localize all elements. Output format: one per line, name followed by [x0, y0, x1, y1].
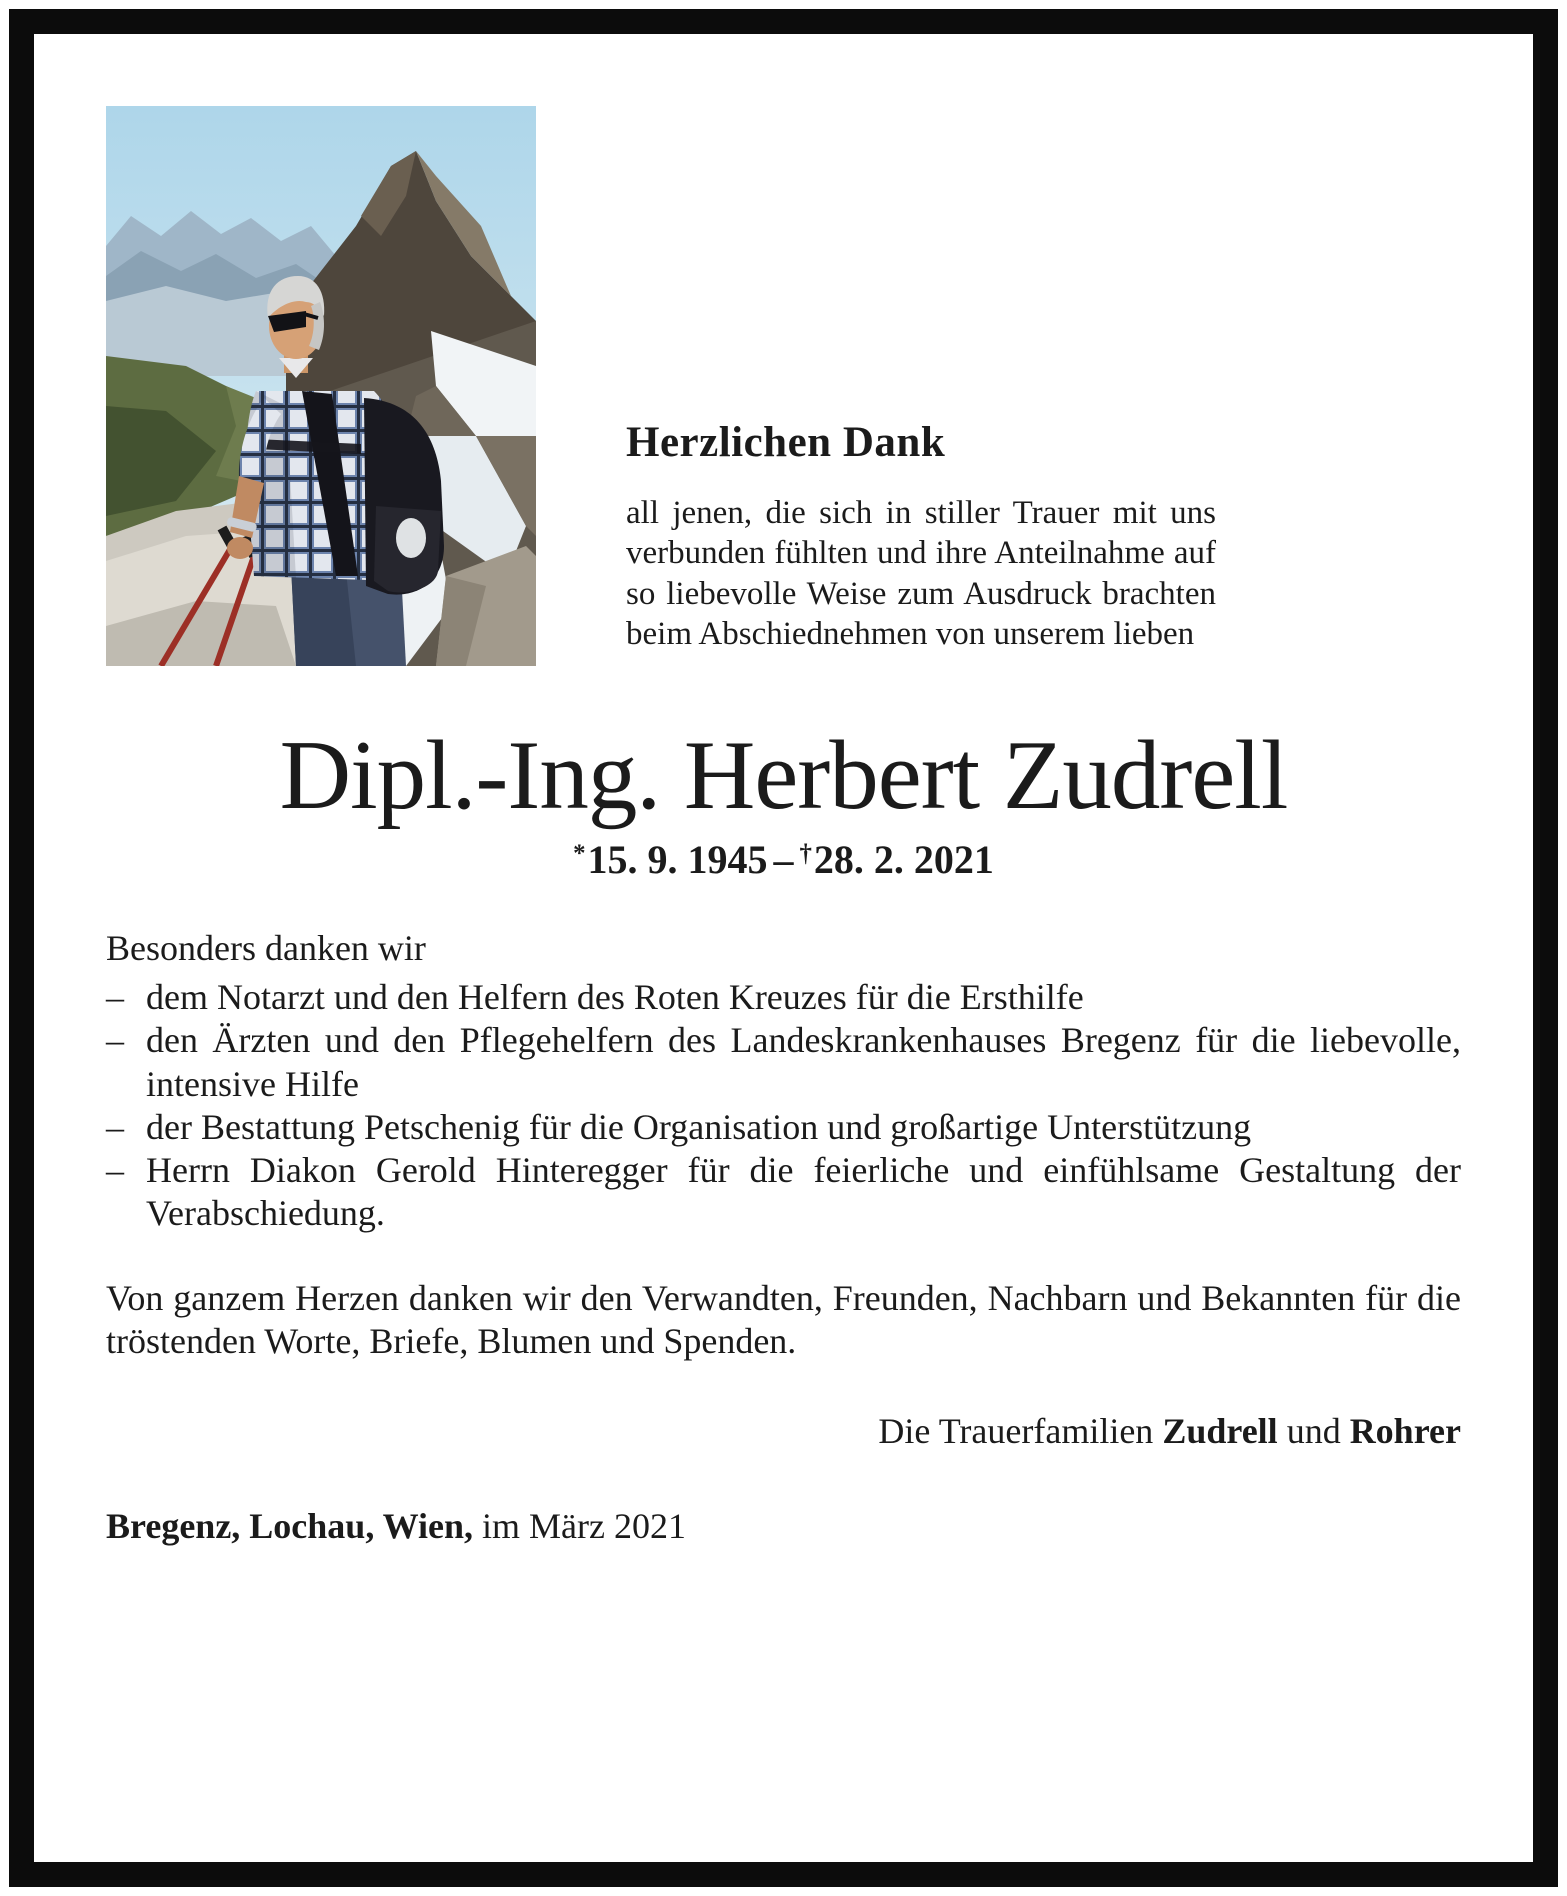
bottle [396, 518, 426, 558]
thanks-list [106, 976, 1461, 1235]
mountain-scene-illustration [106, 106, 536, 666]
thanks-list-item [106, 976, 1461, 1019]
thanks-item-text: dem Notarzt und den Helfern des Roten Kreuzes für die Ersthilfe [146, 977, 1084, 1018]
thanks-item-text: den Ärzten und den Pflegehelfern des Landeskrankenhauses Bregenz für die liebevolle, intensive Hilfe [146, 1020, 1461, 1104]
hand [227, 537, 253, 559]
acknowledgement-block [626, 106, 1216, 654]
family-name-zudrell: Zudrell [1162, 1410, 1278, 1451]
obituary-card [9, 9, 1558, 1887]
signature-line [106, 1410, 1461, 1453]
family-name-rohrer: Rohrer [1349, 1410, 1461, 1451]
memorial-photo [106, 106, 536, 666]
death-symbol: † [799, 839, 812, 867]
footer-places: Bregenz, Lochau, Wien, [106, 1505, 474, 1546]
card-content [34, 34, 1533, 1548]
acknowledgement-intro: all jenen, die sich in stiller Trauer mit uns verbunden fühlten und ihre Anteilnahme auf so liebevolle Weise zum Ausdruck brachten beim Abschiednehmen von unserem lieben [626, 495, 1216, 652]
thanks-item-text: der Bestattung Petschenig für die Organisation und großartige Unterstützung [146, 1106, 1252, 1147]
thanks-lead: Besonders danken wir [106, 927, 426, 968]
list-dash: – [106, 1106, 124, 1147]
deceased-name: Dipl.-Ing. Herbert Zudrell [279, 721, 1288, 830]
birth-symbol: * [573, 839, 586, 867]
thanks-list-item [106, 1149, 1461, 1235]
top-section [106, 106, 1461, 666]
list-dash: – [106, 1020, 124, 1061]
life-dates [106, 836, 1461, 883]
footer-date: im März 2021 [482, 1505, 686, 1546]
thanks-list-item [106, 1019, 1461, 1105]
footer-line [106, 1505, 1461, 1548]
list-dash: – [106, 977, 124, 1018]
closing-paragraph: Von ganzem Herzen danken wir den Verwandten, Freunden, Nachbarn und Bekannten für die tröstenden Worte, Briefe, Blumen und Spenden. [106, 1278, 1461, 1362]
signature-prefix: Die Trauerfamilien [878, 1410, 1154, 1451]
signature-conjunction: und [1286, 1410, 1341, 1451]
thanks-item-text: Herrn Diakon Gerold Hinteregger für die feierliche und einfühlsame Gestaltung der Verabschiedung. [146, 1149, 1461, 1234]
dates-separator: – [773, 836, 794, 882]
list-dash: – [106, 1149, 124, 1190]
thanks-list-item [106, 1106, 1461, 1149]
death-date: 28. 2. 2021 [813, 836, 994, 882]
thanks-section [106, 927, 1461, 1548]
birth-date: 15. 9. 1945 [587, 836, 768, 882]
acknowledgement-heading: Herzlichen Dank [626, 419, 946, 466]
